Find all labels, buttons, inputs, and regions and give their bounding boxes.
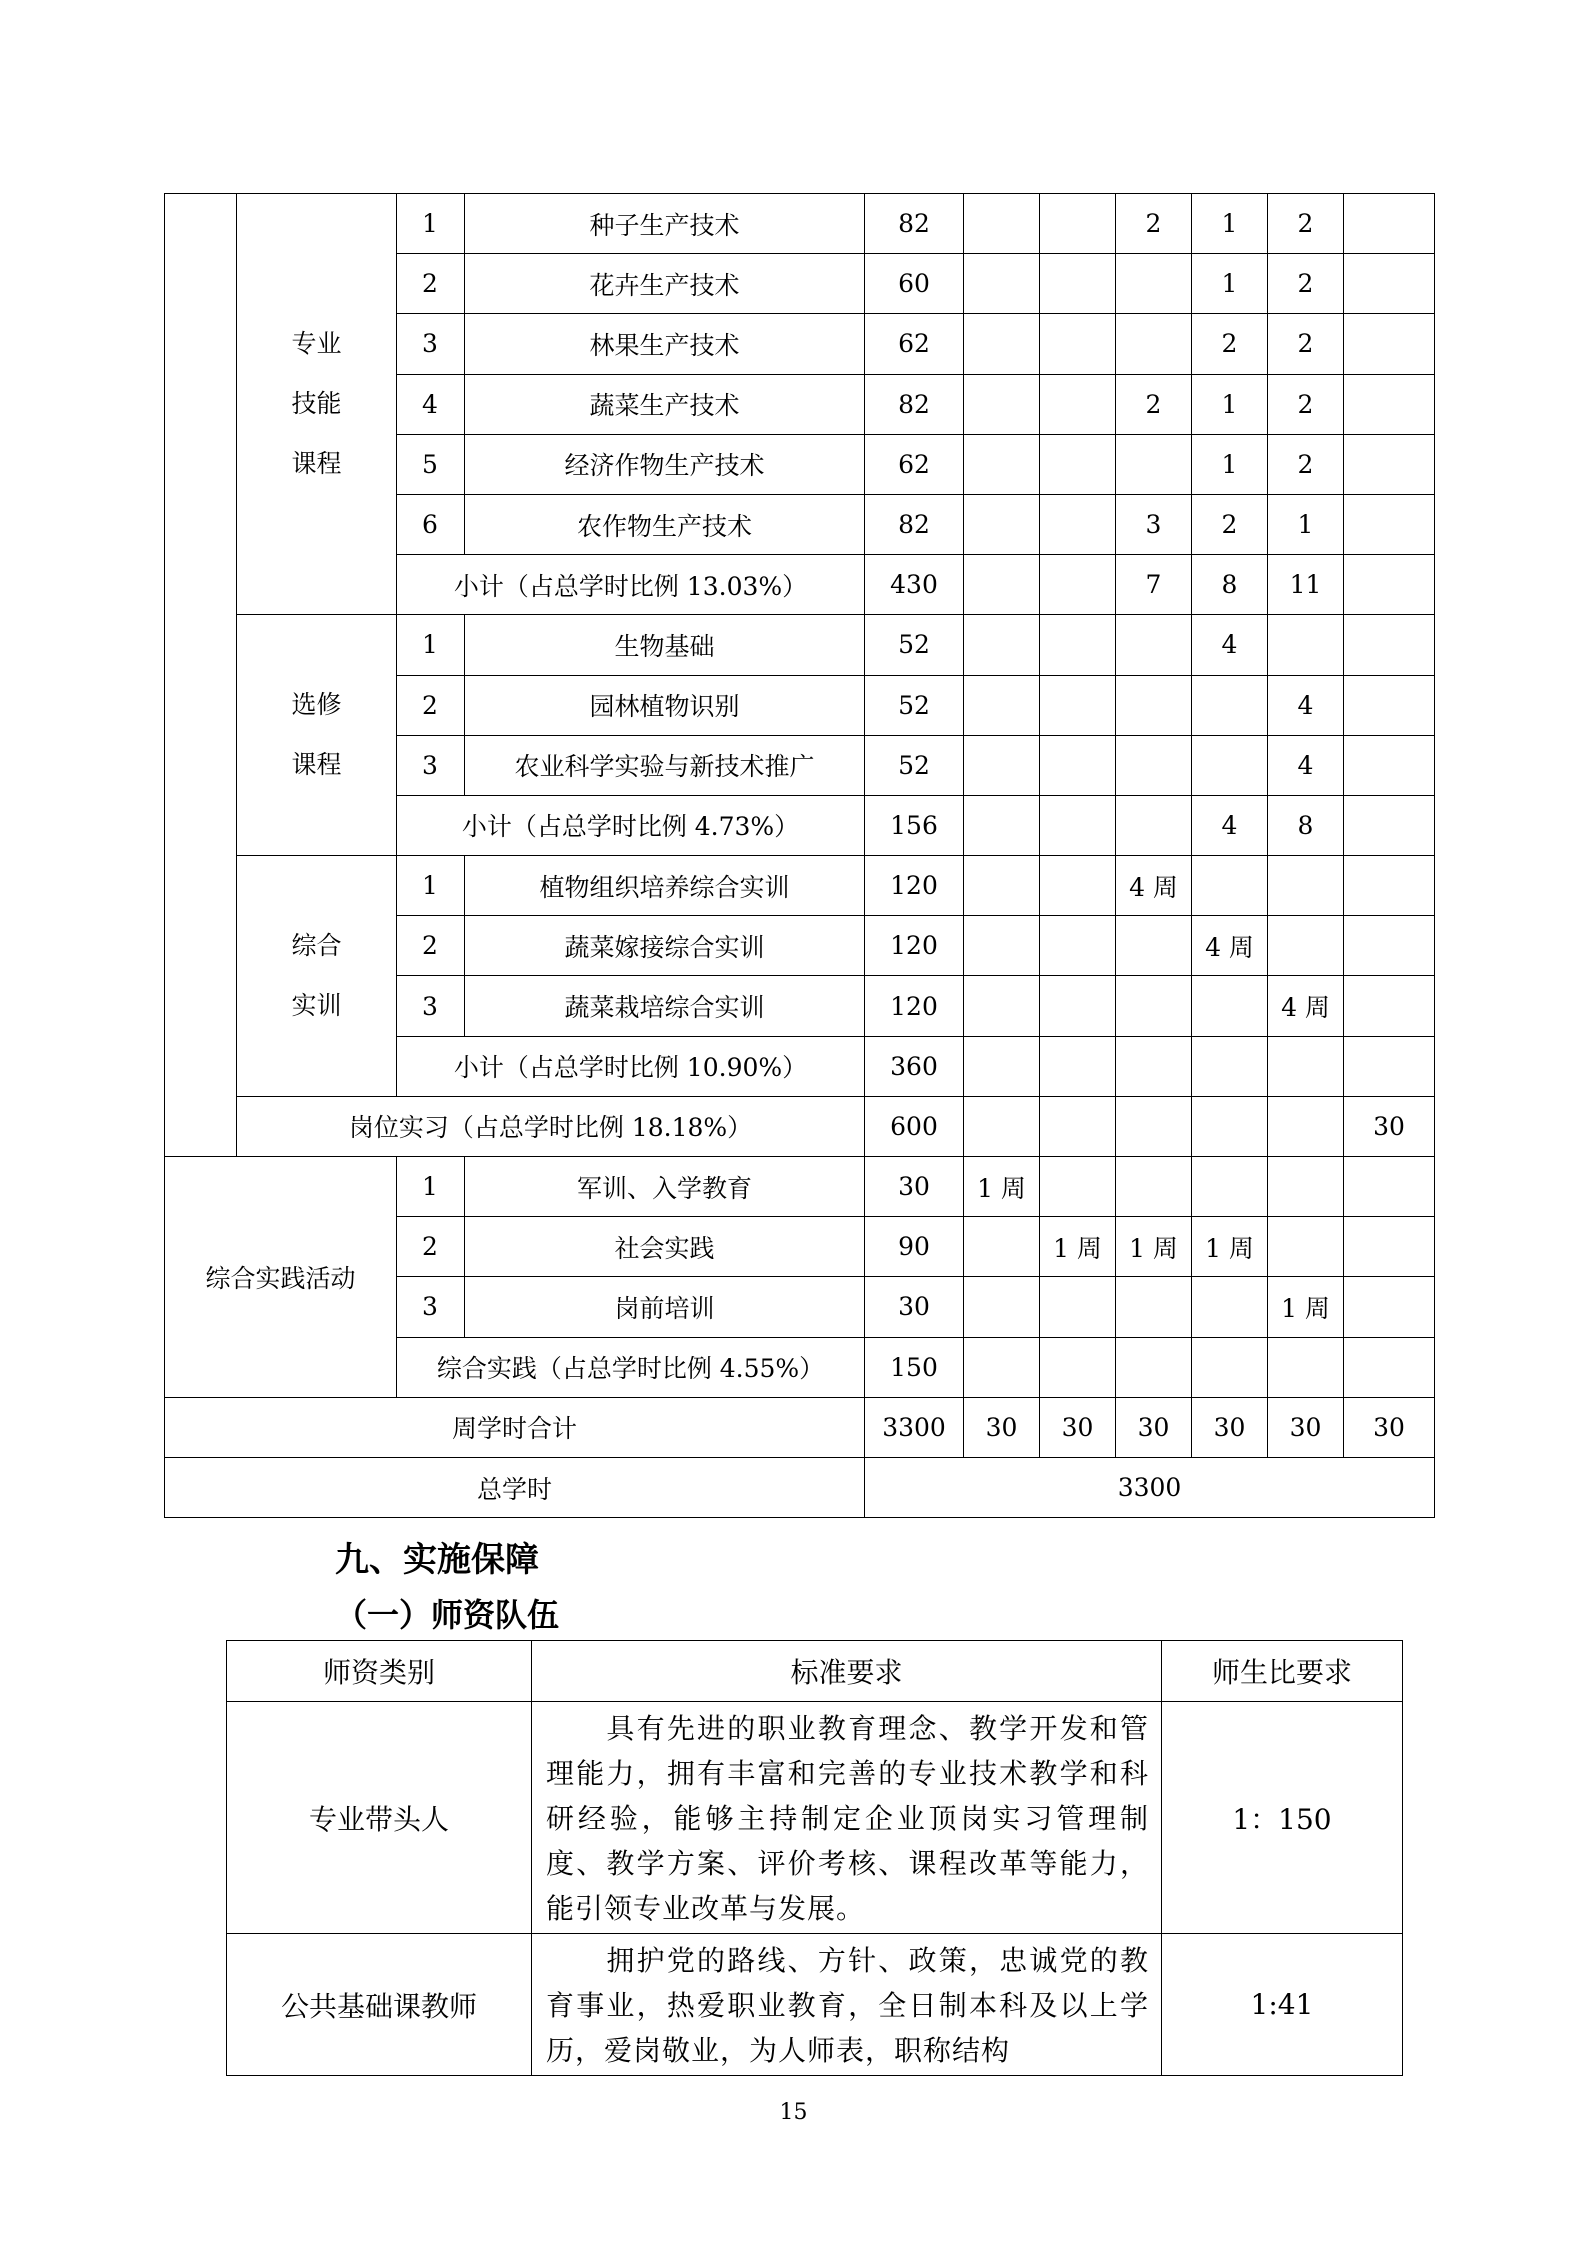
grand-total-label: 总学时: [165, 1457, 865, 1517]
semester-cell: 30: [1116, 1397, 1192, 1457]
semester-cell: [1116, 1337, 1192, 1397]
semester-cell: [1040, 675, 1116, 735]
semester-cell: 1: [1192, 254, 1268, 314]
row-number: 1: [397, 1157, 465, 1217]
subtotal-hours: 150: [865, 1337, 964, 1397]
semester-cell: 30: [1192, 1397, 1268, 1457]
semester-cell: [1268, 1096, 1344, 1156]
semester-cell: 4: [1268, 735, 1344, 795]
semester-cell: [1268, 916, 1344, 976]
course-name: 社会实践: [465, 1217, 865, 1277]
row-number: 2: [397, 916, 465, 976]
course-name: 蔬菜生产技术: [465, 374, 865, 434]
semester-cell: [1268, 1337, 1344, 1397]
semester-cell: [1040, 856, 1116, 916]
semester-cell: [1116, 254, 1192, 314]
semester-cell: [1040, 374, 1116, 434]
semester-cell: 4: [1268, 675, 1344, 735]
semester-cell: [1040, 976, 1116, 1036]
semester-cell: [1344, 254, 1435, 314]
faculty-row: [227, 1702, 1403, 1934]
semester-cell: [1192, 1036, 1268, 1096]
faculty-table: [226, 1640, 1403, 2076]
semester-cell: 1: [1268, 494, 1344, 554]
row-number: 1: [397, 194, 465, 254]
semester-cell: 2: [1268, 374, 1344, 434]
semester-cell: 30: [1268, 1397, 1344, 1457]
semester-cell: [1268, 856, 1344, 916]
course-name: 蔬菜嫁接综合实训: [465, 916, 865, 976]
semester-cell: 2: [1268, 434, 1344, 494]
semester-cell: [1116, 795, 1192, 855]
semester-cell: [964, 675, 1040, 735]
course-name: 农业科学实验与新技术推广: [465, 735, 865, 795]
semester-cell: [1116, 1157, 1192, 1217]
semester-cell: 1: [1192, 374, 1268, 434]
semester-cell: 1 周: [1192, 1217, 1268, 1277]
semester-cell: 4 周: [1192, 916, 1268, 976]
faculty-row: [227, 1934, 1403, 2076]
subtotal-label: 小计（占总学时比例 4.73%）: [397, 795, 865, 855]
course-hours: 60: [865, 254, 964, 314]
semester-cell: [1040, 194, 1116, 254]
semester-cell: 2: [1116, 194, 1192, 254]
faculty-header-row: [227, 1641, 1403, 1702]
course-group-label: 专业 技能 课程: [237, 194, 397, 615]
semester-cell: [964, 615, 1040, 675]
table-row: [165, 1096, 1435, 1156]
semester-cell: [1040, 254, 1116, 314]
semester-cell: [1268, 1217, 1344, 1277]
semester-cell: 4: [1192, 615, 1268, 675]
semester-cell: [964, 1036, 1040, 1096]
semester-cell: [1344, 555, 1435, 615]
course-name: 植物组织培养综合实训: [465, 856, 865, 916]
header-ratio: 师生比要求: [1162, 1641, 1403, 1702]
row-number: 3: [397, 735, 465, 795]
semester-cell: [1040, 735, 1116, 795]
semester-cell: [1116, 1277, 1192, 1337]
semester-cell: [1344, 856, 1435, 916]
semester-cell: [964, 194, 1040, 254]
course-name: 种子生产技术: [465, 194, 865, 254]
semester-cell: [1116, 434, 1192, 494]
course-hours: 52: [865, 735, 964, 795]
course-hours: 52: [865, 675, 964, 735]
course-name: 花卉生产技术: [465, 254, 865, 314]
row-number: 5: [397, 434, 465, 494]
semester-cell: [964, 374, 1040, 434]
semester-cell: 30: [964, 1397, 1040, 1457]
header-requirement: 标准要求: [532, 1641, 1162, 1702]
course-hours: 30: [865, 1277, 964, 1337]
subtotal-label: 小计（占总学时比例 13.03%）: [397, 555, 865, 615]
semester-cell: [1268, 1036, 1344, 1096]
weekly-total-hours: 3300: [865, 1397, 964, 1457]
semester-cell: 2: [1268, 194, 1344, 254]
course-hours: 120: [865, 916, 964, 976]
semester-cell: [1116, 916, 1192, 976]
semester-cell: [1344, 916, 1435, 976]
semester-cell: [1268, 615, 1344, 675]
semester-cell: [1192, 856, 1268, 916]
course-table-body: [165, 194, 1435, 1518]
course-hours: 120: [865, 976, 964, 1036]
internship-label: 岗位实习（占总学时比例 18.18%）: [237, 1096, 865, 1156]
semester-cell: [1116, 735, 1192, 795]
semester-cell: [1344, 735, 1435, 795]
semester-cell: [1116, 976, 1192, 1036]
grand-total-value: 3300: [865, 1457, 1435, 1517]
semester-cell: [1040, 1096, 1116, 1156]
semester-cell: [1040, 1277, 1116, 1337]
sub-heading: （一）师资队伍: [335, 1596, 560, 1634]
semester-cell: [1192, 1277, 1268, 1337]
faculty-category: 公共基础课教师: [227, 1934, 532, 2076]
course-hours-table: [164, 193, 1435, 1518]
course-hours: 120: [865, 856, 964, 916]
semester-cell: [964, 795, 1040, 855]
semester-cell: [1116, 675, 1192, 735]
semester-cell: [964, 555, 1040, 615]
row-number: 1: [397, 615, 465, 675]
faculty-ratio: 1：150: [1162, 1702, 1403, 1934]
semester-cell: [1040, 916, 1116, 976]
table-row: [165, 1457, 1435, 1517]
outer-category-cell: [165, 194, 237, 1157]
subtotal-label: 综合实践（占总学时比例 4.55%）: [397, 1337, 865, 1397]
semester-cell: [1192, 976, 1268, 1036]
faculty-ratio: 1:41: [1162, 1934, 1403, 2076]
semester-cell: [1192, 675, 1268, 735]
semester-cell: 1: [1192, 434, 1268, 494]
course-name: 岗前培训: [465, 1277, 865, 1337]
subtotal-hours: 430: [865, 555, 964, 615]
semester-cell: 1: [1192, 194, 1268, 254]
semester-cell: [964, 1096, 1040, 1156]
course-hours: 30: [865, 1157, 964, 1217]
table-row: [165, 856, 1435, 916]
semester-cell: [1344, 494, 1435, 554]
semester-cell: [1268, 1157, 1344, 1217]
semester-cell: [1116, 314, 1192, 374]
semester-cell: 1 周: [1116, 1217, 1192, 1277]
semester-cell: [1116, 1096, 1192, 1156]
course-hours: 52: [865, 615, 964, 675]
semester-cell: [1192, 1157, 1268, 1217]
course-name: 农作物生产技术: [465, 494, 865, 554]
semester-cell: [1344, 976, 1435, 1036]
semester-cell: [1040, 795, 1116, 855]
row-number: 2: [397, 254, 465, 314]
semester-cell: [1344, 675, 1435, 735]
faculty-requirement: 拥护党的路线、方针、政策，忠诚党的教育事业，热爱职业教育，全日制本科及以上学历，爱岗敬业，为人师表，职称结构: [532, 1934, 1162, 2076]
semester-cell: [1116, 1036, 1192, 1096]
semester-cell: [1344, 434, 1435, 494]
row-number: 4: [397, 374, 465, 434]
practice-group-label: 综合实践活动: [165, 1157, 397, 1398]
semester-cell: [964, 735, 1040, 795]
row-number: 3: [397, 976, 465, 1036]
semester-cell: 8: [1268, 795, 1344, 855]
semester-cell: 2: [1192, 314, 1268, 374]
course-hours: 62: [865, 314, 964, 374]
semester-cell: 30: [1344, 1096, 1435, 1156]
semester-cell: [1344, 1337, 1435, 1397]
semester-cell: [1344, 194, 1435, 254]
semester-cell: [1040, 314, 1116, 374]
faculty-requirement: 具有先进的职业教育理念、教学开发和管理能力，拥有丰富和完善的专业技术教学和科研经验，能够主持制定企业顶岗实习管理制度、教学方案、评价考核、课程改革等能力，能引领专业改革与发展。: [532, 1702, 1162, 1934]
semester-cell: 2: [1116, 374, 1192, 434]
semester-cell: [1192, 1337, 1268, 1397]
semester-cell: [1040, 1337, 1116, 1397]
internship-hours: 600: [865, 1096, 964, 1156]
row-number: 6: [397, 494, 465, 554]
semester-cell: [1344, 374, 1435, 434]
weekly-total-label: 周学时合计: [165, 1397, 865, 1457]
row-number: 1: [397, 856, 465, 916]
semester-cell: 3: [1116, 494, 1192, 554]
semester-cell: [1344, 615, 1435, 675]
semester-cell: [1192, 735, 1268, 795]
semester-cell: 30: [1344, 1397, 1435, 1457]
row-number: 2: [397, 1217, 465, 1277]
semester-cell: [1040, 434, 1116, 494]
course-hours: 82: [865, 194, 964, 254]
table-row: [165, 615, 1435, 675]
subtotal-label: 小计（占总学时比例 10.90%）: [397, 1036, 865, 1096]
page-number: 15: [779, 2100, 808, 2125]
section-heading: 九、实施保障: [335, 1540, 539, 1580]
semester-cell: 30: [1040, 1397, 1116, 1457]
semester-cell: [1040, 494, 1116, 554]
semester-cell: [1344, 1157, 1435, 1217]
semester-cell: [964, 1337, 1040, 1397]
course-hours: 82: [865, 494, 964, 554]
course-group-label: 综合 实训: [237, 856, 397, 1097]
course-name: 生物基础: [465, 615, 865, 675]
semester-cell: [964, 1217, 1040, 1277]
course-name: 蔬菜栽培综合实训: [465, 976, 865, 1036]
semester-cell: 2: [1268, 314, 1344, 374]
semester-cell: 2: [1192, 494, 1268, 554]
course-name: 园林植物识别: [465, 675, 865, 735]
table-row: [165, 194, 1435, 254]
semester-cell: [1040, 1157, 1116, 1217]
semester-cell: 8: [1192, 555, 1268, 615]
semester-cell: [964, 314, 1040, 374]
semester-cell: 1 周: [964, 1157, 1040, 1217]
semester-cell: 4: [1192, 795, 1268, 855]
semester-cell: [1344, 314, 1435, 374]
semester-cell: [1040, 555, 1116, 615]
course-hours: 62: [865, 434, 964, 494]
semester-cell: [1116, 615, 1192, 675]
table-row: [165, 1157, 1435, 1217]
subtotal-hours: 360: [865, 1036, 964, 1096]
semester-cell: 4 周: [1116, 856, 1192, 916]
semester-cell: [964, 976, 1040, 1036]
semester-cell: 1 周: [1268, 1277, 1344, 1337]
semester-cell: 7: [1116, 555, 1192, 615]
course-hours: 90: [865, 1217, 964, 1277]
semester-cell: [964, 916, 1040, 976]
semester-cell: [1040, 1036, 1116, 1096]
faculty-category: 专业带头人: [227, 1702, 532, 1934]
semester-cell: 1 周: [1040, 1217, 1116, 1277]
table-row: [165, 1397, 1435, 1457]
row-number: 2: [397, 675, 465, 735]
course-name: 林果生产技术: [465, 314, 865, 374]
semester-cell: [1344, 1277, 1435, 1337]
subtotal-hours: 156: [865, 795, 964, 855]
course-hours: 82: [865, 374, 964, 434]
semester-cell: [964, 254, 1040, 314]
header-category: 师资类别: [227, 1641, 532, 1702]
semester-cell: 4 周: [1268, 976, 1344, 1036]
semester-cell: [964, 494, 1040, 554]
course-name: 军训、入学教育: [465, 1157, 865, 1217]
semester-cell: 2: [1268, 254, 1344, 314]
semester-cell: [1344, 1036, 1435, 1096]
semester-cell: [964, 434, 1040, 494]
row-number: 3: [397, 1277, 465, 1337]
semester-cell: [1040, 615, 1116, 675]
semester-cell: [1344, 1217, 1435, 1277]
course-group-label: 选修 课程: [237, 615, 397, 856]
semester-cell: [1344, 795, 1435, 855]
semester-cell: [964, 1277, 1040, 1337]
course-name: 经济作物生产技术: [465, 434, 865, 494]
row-number: 3: [397, 314, 465, 374]
semester-cell: [964, 856, 1040, 916]
semester-cell: 11: [1268, 555, 1344, 615]
semester-cell: [1192, 1096, 1268, 1156]
